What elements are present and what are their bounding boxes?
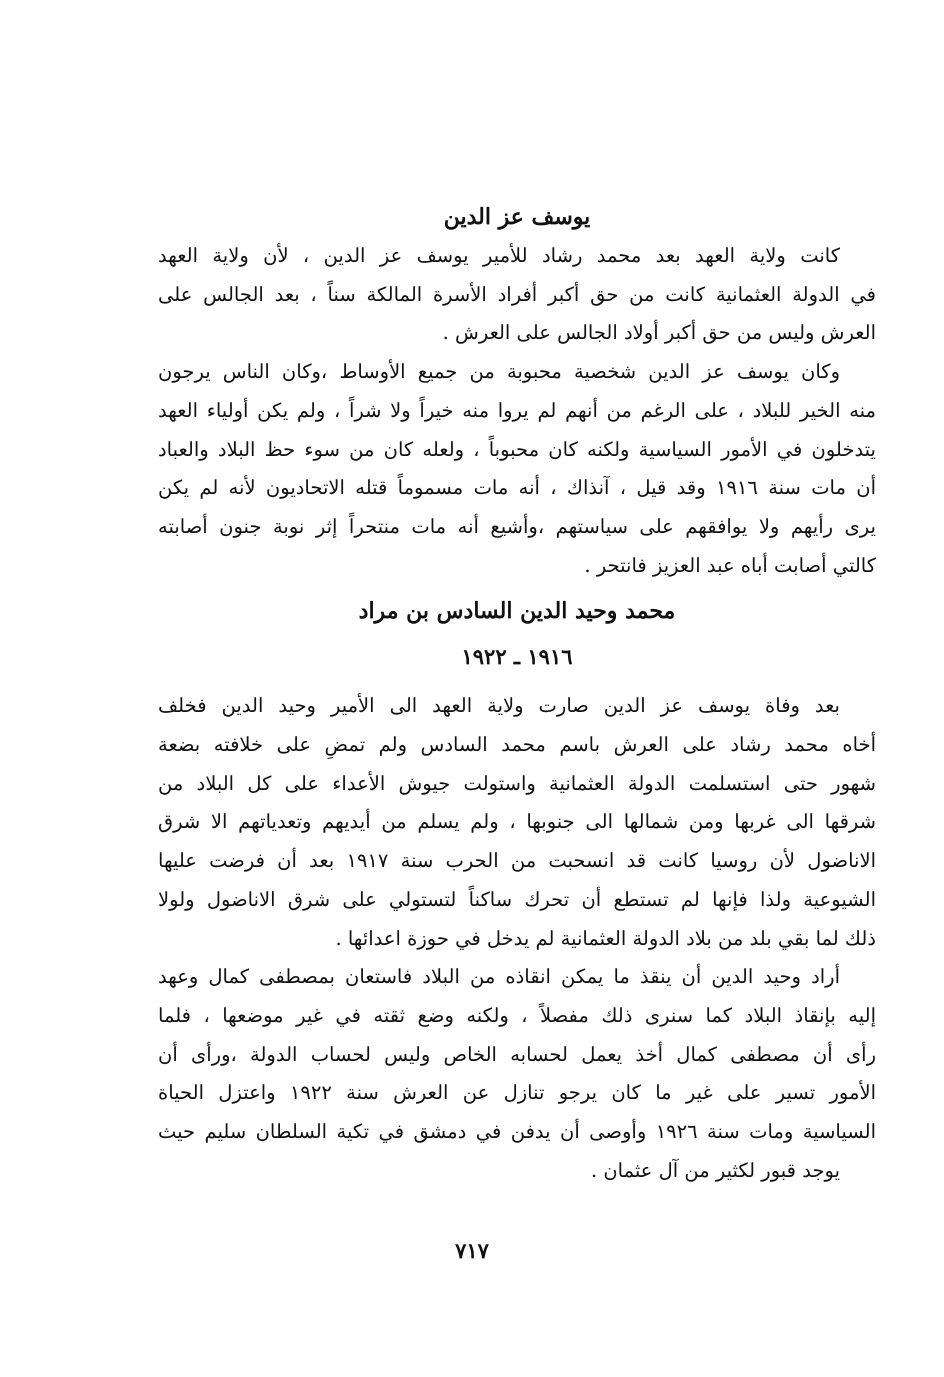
text-line: يرى رأيهم ولا يوافقهم على سياستهم ،وأشيع أنه مات منتحراً إثر نوبة جنون أصابته xyxy=(158,514,876,538)
page-body xyxy=(158,195,876,1190)
text-line: الاناضول لأن روسيا كانت قد انسحبت من الحرب سنة ١٩١٧ بعد أن فرضت عليها xyxy=(158,849,876,873)
text-line: يتدخلون في الأمور السياسية ولكنه كان محبوباً ، ولعله كان من سوء حظ البلاد والعباد xyxy=(158,437,876,461)
text-line: رأى أن مصطفى كمال أخذ يعمل لحسابه الخاص وليس لحساب الدولة ،ورأى أن xyxy=(158,1042,876,1066)
text-line: الشيوعية ولذا فإنها لم تستطع أن تحرك ساكناً لتستولي على شرق الاناضول ولولا xyxy=(158,887,876,911)
section-title-yusuf-izz-al-din: يوسف عز الدين xyxy=(443,204,591,230)
text-line: وكان يوسف عز الدين شخصية محبوبة من جميع الأوساط ،وكان الناس يرجون xyxy=(158,360,840,384)
paragraph-4 xyxy=(158,958,876,1190)
text-line: منه الخير للبلاد ، على الرغم من أنهم لم يروا منه خيراً ولا شراً ، ولم يكن أولياء العهد xyxy=(158,398,876,422)
text-line: كانت ولاية العهد بعد محمد رشاد للأمير يوسف عز الدين ، لأن ولاية العهد xyxy=(158,244,840,267)
text-line: يوجد قبور لكثير من آل عثمان . xyxy=(590,1158,840,1182)
text-line: العرش وليس من حق أكبر أولاد الجالس على العرش . xyxy=(442,321,876,345)
text-line: في الدولة العثمانية كانت من حق أكبر أفراد الأسرة المالكة سناً ، بعد الجالس على xyxy=(158,282,876,306)
text-line: شهور حتى استسلمت الدولة العثمانية واستولت جيوش الأعداء على كل البلاد من xyxy=(158,771,876,795)
page-number: ٧١٧ xyxy=(455,1238,489,1263)
paragraph-3 xyxy=(158,687,876,958)
reign-years: ١٩١٦ ـ ١٩٢٢ xyxy=(461,644,573,670)
section-title-mehmed-vahideddin: محمد وحيد الدين السادس بن مراد xyxy=(358,598,676,625)
text-line: أن مات سنة ١٩١٦ وقد قيل ، آنذاك ، أنه مات مسموماً قتله الاتحاديون لأنه لم يكن xyxy=(158,476,876,500)
text-line: أراد وحيد الدين أن ينقذ ما يمكن انقاذه من البلاد فاستعان بمصطفى كمال وعهد xyxy=(158,965,840,989)
paragraph-2 xyxy=(158,353,876,585)
text-line: السياسية ومات سنة ١٩٢٦ وأوصى أن يدفن في دمشق في تكية السلطان سليم حيث xyxy=(158,1120,876,1144)
text-line: شرقها الى غربها ومن شمالها الى جنوبها ، ولم يسلم من أيديهم وتعدياتهم الا شرق xyxy=(158,810,876,834)
paragraph-1 xyxy=(158,237,876,353)
text-line: أخاه محمد رشاد على العرش باسم محمد السادس ولم تمضِ على خلافته بضعة xyxy=(158,733,876,757)
text-line: كالتي أصابت أباه عبد العزيز فانتحر . xyxy=(584,553,876,577)
text-line: بعد وفاة يوسف عز الدين صارت ولاية العهد الى الأمير وحيد الدين فخلف xyxy=(158,694,840,718)
text-line: الأمور تسير على غير ما كان يرجو تنازل عن العرش سنة ١٩٢٢ واعتزل الحياة xyxy=(158,1081,876,1105)
text-line: ذلك لما بقي بلد من بلاد الدولة العثمانية لم يدخل في حوزة اعدائها . xyxy=(335,926,876,950)
text-line: إليه بإنقاذ البلاد كما سنرى ذلك مفصلاً ، ولكنه وضع ثقته في غير موضعها ، فلما xyxy=(158,1003,876,1027)
